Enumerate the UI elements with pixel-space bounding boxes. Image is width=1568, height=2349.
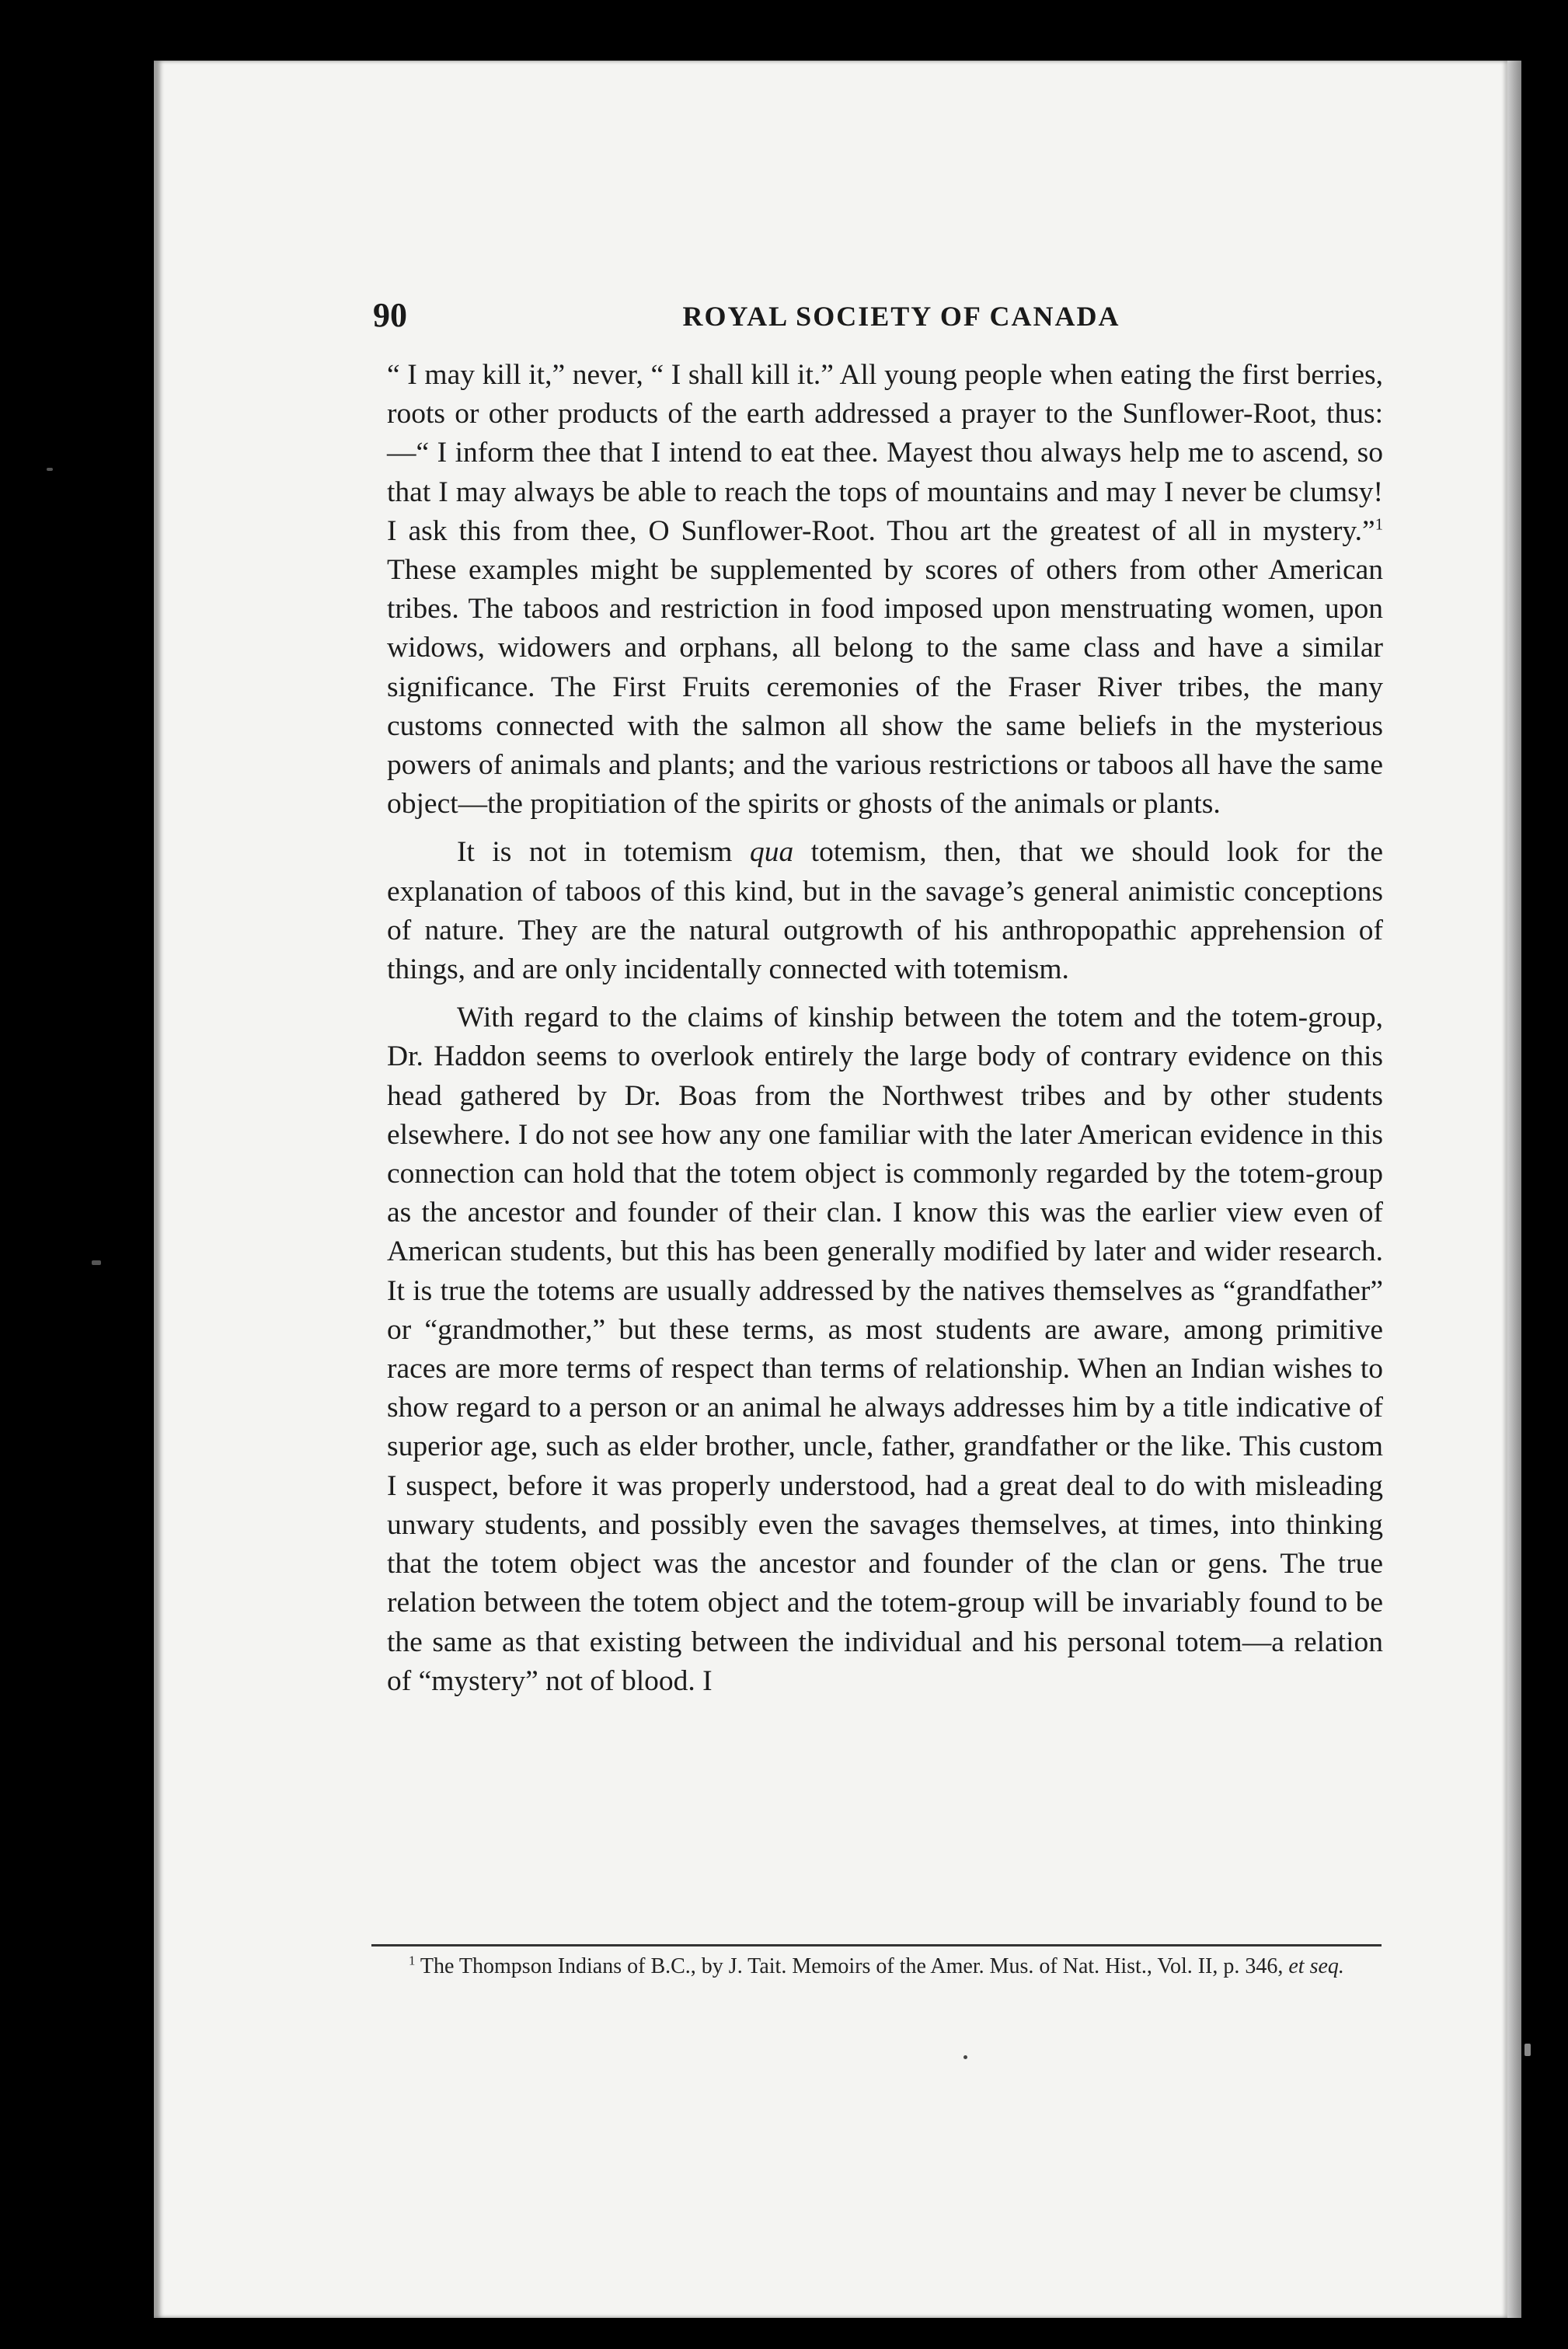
paragraph-2-text-a: It is not in totemism <box>457 836 750 869</box>
page-number: 90 <box>373 296 407 334</box>
paragraph-2-text-b: totemism, then, that we should look for the explanation of taboos of this kind, but in the savage’s general animistic conceptions of nature. They are the natural outgrowth of his anthropopathic apprehension of things, and are only incidentally connected with totemism. <box>387 836 1383 986</box>
footnote <box>371 1953 1389 1980</box>
paragraph-2 <box>387 833 1383 989</box>
footnote-marker: 1 <box>409 1953 416 1968</box>
footnote-reference: 1 <box>1375 516 1383 534</box>
paragraph-2-italic: qua <box>749 836 794 869</box>
paragraph-1-text-a: “ I may kill it,” never, “ I shall kill it.” All young people when eating the first berries, roots or other products of the earth addressed a prayer to the Sunflower-Root, thus: —“ I inform thee that I intend to eat thee. Mayest thou always help me to ascend, so that I may always be able to reach the tops of mountains and may I never be clumsy! I ask this from thee, O Sunflower-Root. Thou art the greatest of all in mystery.” <box>387 359 1383 547</box>
body-text <box>387 356 1383 1701</box>
paragraph-3-text: With regard to the claims of kinship between the totem and the totem-group, Dr. Haddon seems to overlook entirely the large body of contrary evidence on this head gathered by Dr. Boas from the Northwest tribes and by other students elsewhere. I do not see how any one familiar with the later American evidence in this connection can hold that the totem object is commonly regarded by the totem-group as the ancestor and founder of their clan. I know this was the earlier view even of American students, but this has been generally modified by later and wider research. It is true the totems are usually addressed by the natives themselves as “grandfather” or “grandmother,” but these terms, as most students are aware, among primitive races are more terms of respect than terms of relationship. When an Indian wishes to show regard to a person or an animal he always addresses him by a title indicative of superior age, such as elder brother, uncle, father, grandfather or the like. This custom I suspect, before it was properly understood, had a great deal to do with misleading unwary students, and possibly even the savages themselves, at times, into thinking that the totem object was the ancestor and founder of the clan or gens. The true relation between the totem object and the totem-group will be invariably found to be the same as that existing between the individual and his personal totem—a relation of “mystery” not of blood. I <box>387 1002 1383 1697</box>
margin-speck <box>92 1260 101 1265</box>
page-header <box>373 295 1430 342</box>
footnote-text: The Thompson Indians of B.C., by J. Tait. Memoirs of the Amer. Mus. of Nat. Hist., Vol. II, p. 346, <box>415 1954 1289 1978</box>
paragraph-1 <box>387 356 1383 824</box>
paragraph-1-text-b: These examples might be supplemented by scores of others from other American tribes. The taboos and restriction in food imposed upon menstruating women, upon widows, widowers and orphans, all belong to the same class and have a similar significance. The First Fruits ceremonies of the Fraser River tribes, the many customs connected with the salmon all show the same beliefs in the mysterious powers of animals and plants; and the various restrictions or taboos all have the same object—the propitiation of the spirits or ghosts of the animals or plants. <box>387 554 1383 821</box>
margin-speck <box>47 468 53 471</box>
paragraph-3 <box>387 998 1383 1701</box>
scan-right-edge <box>1507 61 1521 2318</box>
running-head: ROYAL SOCIETY OF CANADA <box>682 301 1120 332</box>
ink-speck <box>963 2055 967 2059</box>
footnote-divider <box>371 1944 1382 1946</box>
margin-speck <box>1524 2044 1531 2056</box>
footnote-italic: et seq. <box>1288 1954 1344 1978</box>
